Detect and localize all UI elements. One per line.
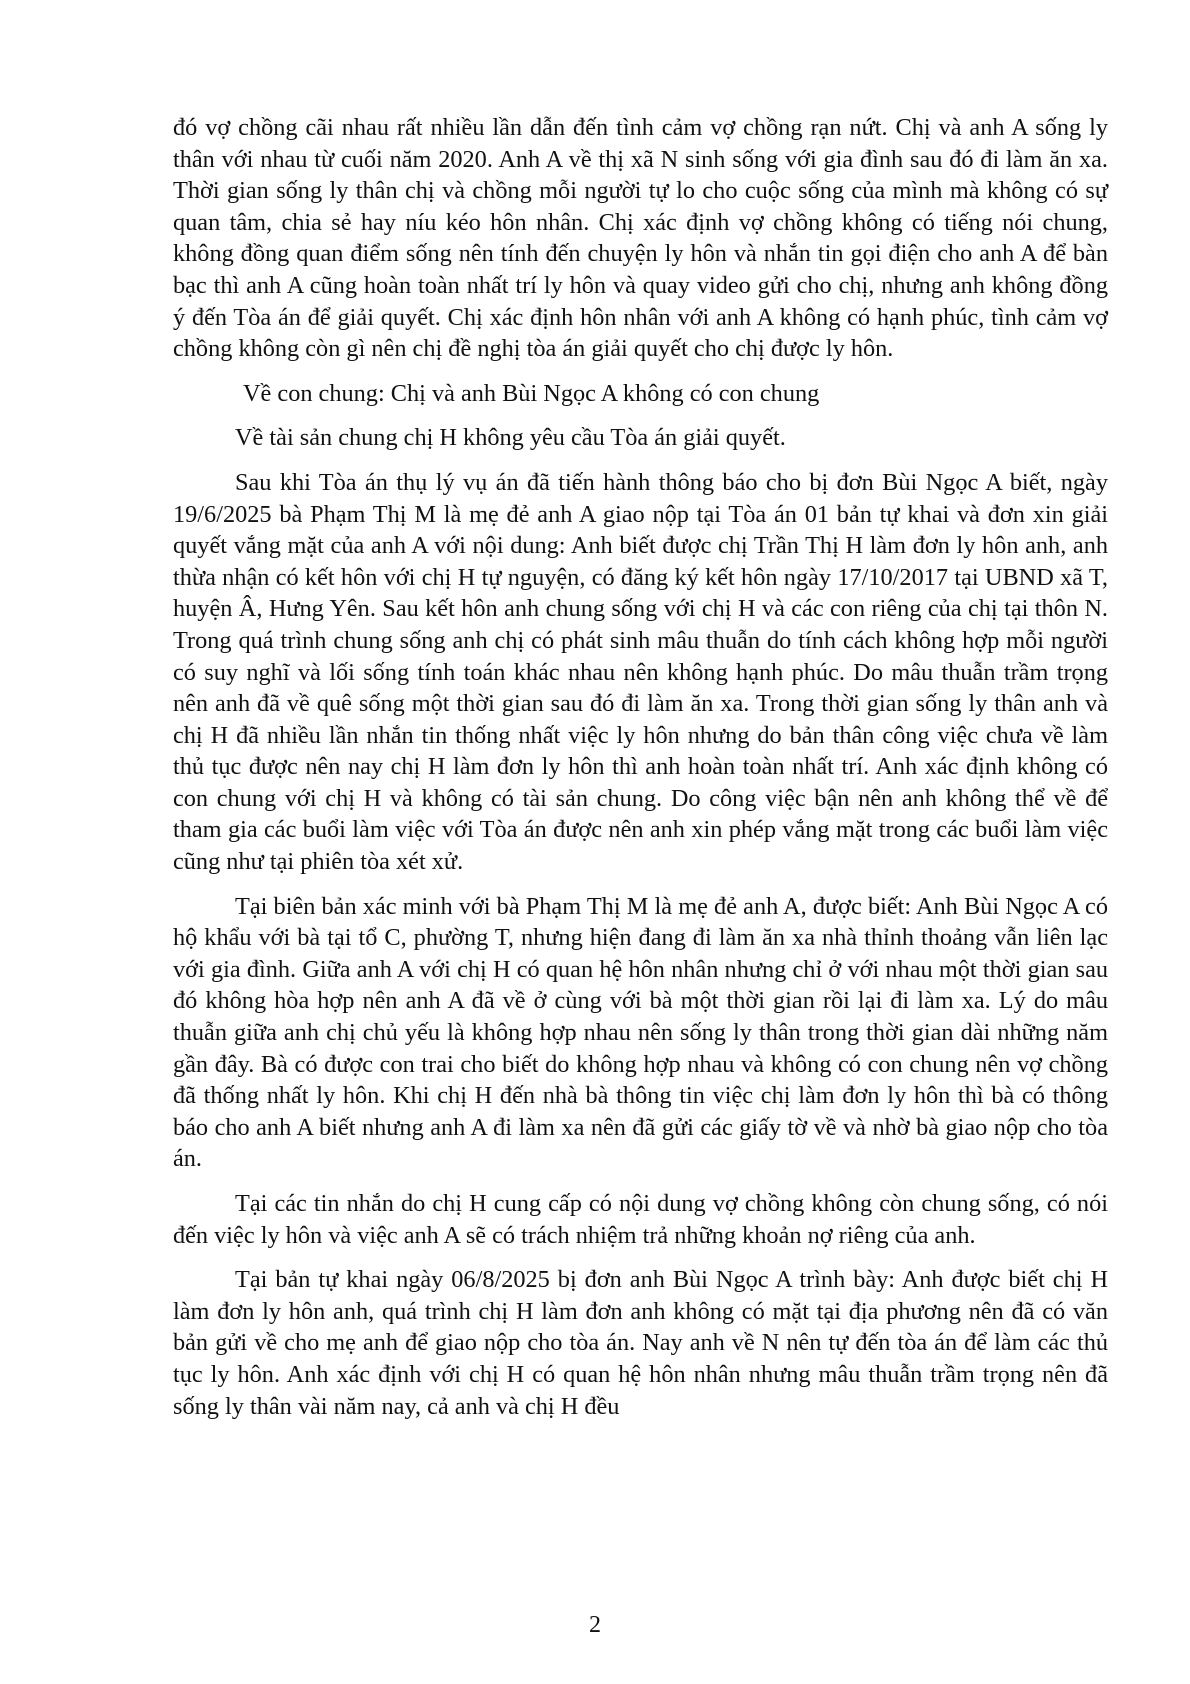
page-number: 2 [589,1612,601,1638]
paragraph-property: Về tài sản chung chị H không yêu cầu Tòa án giải quyết. [235,424,786,452]
paragraph-continuation: đó vợ chồng cãi nhau rất nhiều lần dẫn đến tình cảm vợ chồng rạn nứt. Chị và anh A sống ly thân với nhau từ cuối năm 2020. Anh A về thị xã N sinh sống với gia đình sau đó đi làm ăn xa. Thời gian sống ly thân chị và chồng mỗi người tự lo cho cuộc sống của mình mà không có sự quan tâm, chia sẻ hay níu kéo hôn nhân. Chị xác định vợ chồng không có tiếng nói chung, không đồng quan điểm sống nên tính đến chuyện ly hôn và nhắn tin gọi điện cho anh A để bàn bạc thì anh A cũng hoàn toàn nhất trí ly hôn và quay video gửi cho chị, nhưng anh không đồng ý đến Tòa án để giải quyết. Chị xác định hôn nhân với anh A không có hạnh phúc, tình cảm vợ chồng không còn gì nên chị đề nghị tòa án giải quyết cho chị được ly hôn. [173,114,1108,363]
paragraph-self-declaration: Tại bản tự khai ngày 06/8/2025 bị đơn anh Bùi Ngọc A trình bày: Anh được biết chị H làm đơn ly hôn anh, quá trình chị H làm đơn anh không có mặt tại địa phương nên đã có văn bản gửi về cho mẹ anh để giao nộp cho tòa án. Nay anh về N nên tự đến tòa án để làm các thủ tục ly hôn. Anh xác định với chị H có quan hệ hôn nhân nhưng mâu thuẫn trầm trọng nên đã sống ly thân vài năm nay, cả anh và chị H đều [173,1266,1108,1420]
paragraph-text-messages: Tại các tin nhắn do chị H cung cấp có nội dung vợ chồng không còn chung sống, có nói đến việc ly hôn và việc anh A sẽ có trách nhiệm trả những khoản nợ riêng của anh. [173,1190,1108,1249]
paragraph-children: Về con chung: Chị và anh Bùi Ngọc A không có con chung [243,379,820,407]
paragraph-defendant-statement: Sau khi Tòa án thụ lý vụ án đã tiến hành thông báo cho bị đơn Bùi Ngọc A biết, ngày 19/6/2025 bà Phạm Thị M là mẹ đẻ anh A giao nộp tại Tòa án 01 bản tự khai và đơn xin giải quyết vắng mặt của anh A với nội dung: Anh biết được chị Trần Thị H làm đơn ly hôn anh, anh thừa nhận có kết hôn với chị H tự nguyện, có đăng ký kết hôn ngày 17/10/2017 tại UBND xã T, huyện Â, Hưng Yên. Sau kết hôn anh chung sống với chị H và các con riêng của chị tại thôn N. Trong quá trình chung sống anh chị có phát sinh mâu thuẫn do tính cách không hợp mỗi người có suy nghĩ và lối sống tính toán khác nhau nên không hạnh phúc. Do mâu thuẫn trầm trọng nên anh đã về quê sống một thời gian sau đó đi làm ăn xa. Trong thời gian sống ly thân anh và chị H đã nhiều lần nhắn tin thống nhất việc ly hôn nhưng do bản thân công việc chưa về làm thủ tục được nên nay chị H làm đơn ly hôn thì anh hoàn toàn nhất trí. Anh xác định không có con chung với chị H và không có tài sản chung. Do công việc bận nên anh không thể về để tham gia các buổi làm việc với Tòa án được nên anh xin phép vắng mặt trong các buổi làm việc cũng như tại phiên tòa xét xử. [173,468,1108,876]
paragraph-verification-record: Tại biên bản xác minh với bà Phạm Thị M là mẹ đẻ anh A, được biết: Anh Bùi Ngọc A có hộ khẩu với bà tại tổ C, phường T, nhưng hiện đang đi làm ăn xa nhà thỉnh thoảng vẫn liên lạc với gia đình. Giữa anh A với chị H có quan hệ hôn nhân nhưng chỉ ở với nhau một thời gian sau đó không hòa hợp nên anh A đã về ở cùng với bà một thời gian rồi lại đi làm xa. Lý do mâu thuẫn giữa anh chị chủ yếu là không hợp nhau nên sống ly thân trong thời gian dài những năm gần đây. Bà có được con trai cho biết do không hợp nhau và không có con chung nên vợ chồng đã thống nhất ly hôn. Khi chị H đến nhà bà thông tin việc chị làm đơn ly hôn thì bà có thông báo cho anh A biết nhưng anh A đi làm xa nên đã gửi các giấy tờ về và nhờ bà giao nộp cho tòa án. [173,892,1108,1173]
document-body [173,112,1108,1422]
